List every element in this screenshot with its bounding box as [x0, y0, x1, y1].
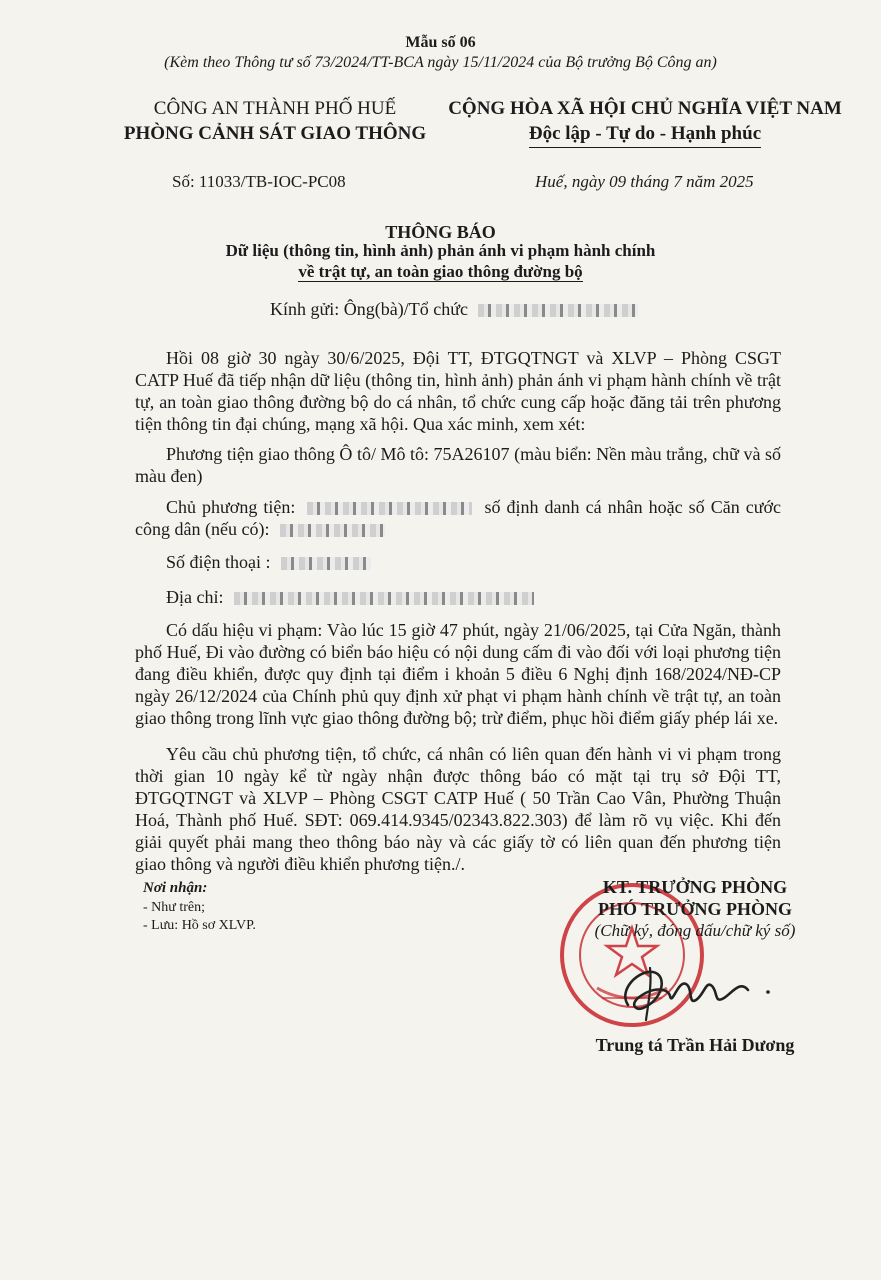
request-paragraph: Yêu cầu chủ phương tiện, tổ chức, cá nhân có liên quan đến hành vi vi phạm trong thời gian 10 ngày kể từ ngày nhận được thông báo có mặt tại trụ sở Đội TT, ĐTGQTNGT và XLVP – Phòng CSGT CATP Huế ( 50 Trần Cao Vân, Phường Thuận Hoá, Thành phố Huế. SĐT: 069.414.9345/02343.822.303) để làm rõ vụ việc. Khi đến giải quyết phải mang theo thông báo này và các giấy tờ có liên quan đến phương tiện giao thông và người điều khiển phương tiện./.: [135, 744, 781, 874]
violation-paragraph: Có dấu hiệu vi phạm: Vào lúc 15 giờ 47 phút, ngày 21/06/2025, tại Cửa Ngăn, thành phố Huế, Đi vào đường có biển báo hiệu có nội dung cấm đi vào đối với loại phương tiện đang điều khiển, được quy định tại điểm i khoản 5 điều 6 Nghị định 168/2024/NĐ-CP ngày 26/12/2024 của Chính phủ quy định xử phạt vi phạm hành chính về trật tự, an toàn giao thông trong lĩnh vực giao thông đường bộ; trừ điểm, phục hồi điểm giấy phép lái xe.: [135, 620, 781, 728]
recipient-item: - Lưu: Hồ sơ XLVP.: [143, 918, 256, 933]
recipient-item: - Như trên;: [143, 900, 206, 915]
issuer-agency: CÔNG AN THÀNH PHỐ HUẾ: [153, 98, 397, 119]
notice-subtitle-line2: [0, 262, 881, 282]
redacted-address: [234, 592, 534, 605]
greeting: [270, 299, 638, 320]
phone-paragraph: [135, 551, 781, 573]
place-date: Huế, ngày 09 tháng 7 năm 2025: [535, 172, 754, 191]
document-number: Số: 11033/TB-IOC-PC08: [172, 172, 346, 191]
owner-id-label: số định danh cá nhân hoặc số Căn cước: [484, 497, 781, 517]
notice-title: THÔNG BÁO: [385, 222, 496, 242]
issuer-department: PHÒNG CẢNH SÁT GIAO THÔNG: [123, 123, 427, 144]
form-attachment-note: (Kèm theo Thông tư số 73/2024/TT-BCA ngày 15/11/2024 của Bộ trưởng Bộ Công an): [164, 54, 717, 71]
redacted-owner-name: [307, 502, 472, 515]
issuer-block: [95, 96, 455, 146]
nation-motto: Độc lập - Tự do - Hạnh phúc: [529, 121, 761, 148]
redacted-recipient: [478, 304, 638, 317]
signature-note: (Chữ ký, đóng dấu/chữ ký số): [594, 921, 796, 940]
notice-subtitle-line1: Dữ liệu (thông tin, hình ảnh) phản ánh vi phạm hành chính: [225, 241, 656, 260]
nation-block: [440, 96, 850, 148]
form-number: Mẫu số 06: [405, 34, 476, 51]
handwritten-signature-icon: [608, 950, 783, 1030]
signature-title-2: PHÓ TRƯỞNG PHÒNG: [597, 899, 792, 919]
signer-name: Trung tá Trần Hải Dương: [595, 1035, 795, 1055]
notice-subtitle-line2-text: về trật tự, an toàn giao thông đường bộ: [298, 262, 583, 281]
address-paragraph: [135, 586, 781, 608]
recipients-title: Nơi nhận:: [143, 880, 208, 896]
owner-paragraph: [135, 496, 781, 540]
vehicle-paragraph: Phương tiện giao thông Ô tô/ Mô tô: 75A26107 (màu biển: Nền màu trắng, chữ và số màu đen): [135, 444, 781, 486]
nation-name: CỘNG HÒA XÃ HỘI CHỦ NGHĨA VIỆT NAM: [448, 98, 842, 119]
owner-label: Chủ phương tiện:: [166, 497, 296, 517]
signature-title-1: KT. TRƯỞNG PHÒNG: [602, 877, 788, 897]
owner-id-label-2: công dân (nếu có):: [135, 519, 270, 539]
intro-paragraph: Hồi 08 giờ 30 ngày 30/6/2025, Đội TT, ĐTGQTNGT và XLVP – Phòng CSGT CATP Huế đã tiếp nhận dữ liệu (thông tin, hình ảnh) phản ánh vi phạm hành chính về trật tự, an toàn giao thông đường bộ do cá nhân, tổ chức cung cấp hoặc đăng tải trên phương tiện thông tin đại chúng, mạng xã hội. Qua xác minh, xem xét:: [135, 348, 781, 434]
address-label: Địa chỉ:: [166, 587, 224, 607]
greeting-label: Kính gửi: Ông(bà)/Tổ chức: [270, 299, 468, 319]
phone-label: Số điện thoại :: [166, 552, 271, 572]
redacted-phone: [281, 557, 371, 570]
redacted-owner-id: [280, 524, 385, 537]
